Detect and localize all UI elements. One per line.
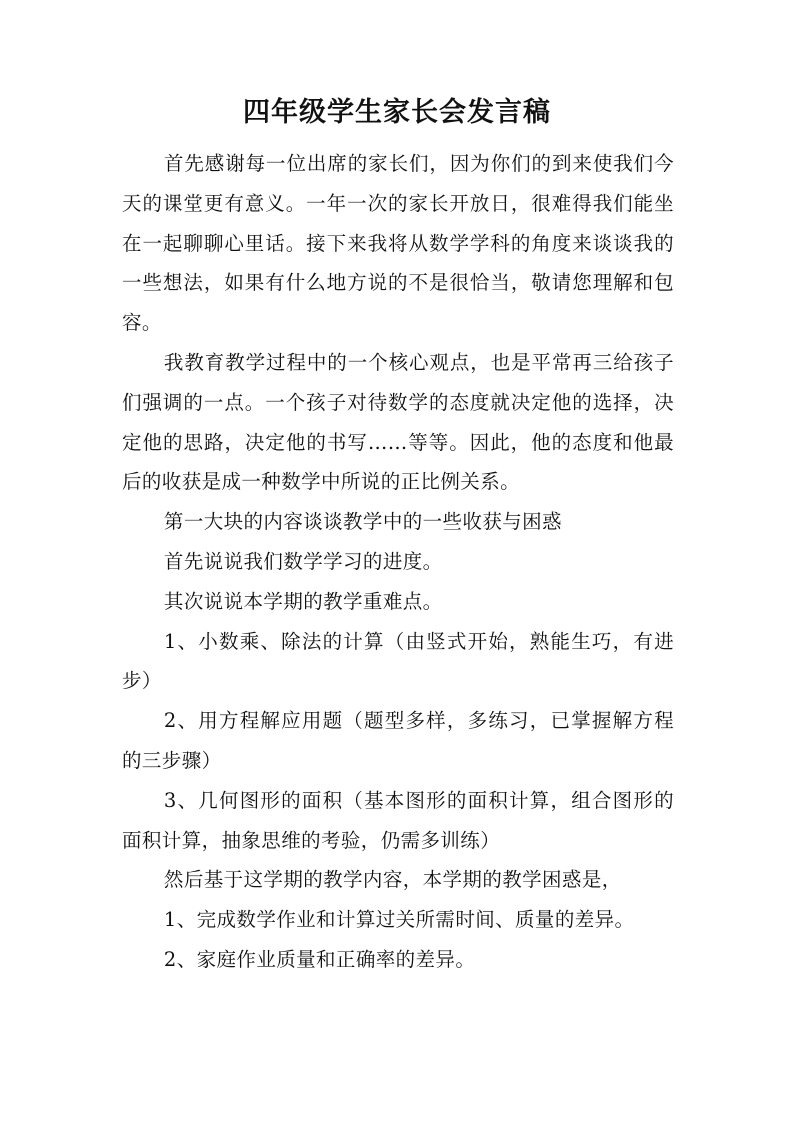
list-item-geometry-area: 3、几何图形的面积（基本图形的面积计算，组合图形的面积计算，抽象思维的考验，仍需多训练） [122, 788, 674, 852]
paragraph-core-view: 我教育教学过程中的一个核心观点，也是平常再三给孩子们强调的一点。一个孩子对待数学的态度就决定他的选择，决定他的思路，决定他的书写……等等。因此，他的态度和他最后的收获是成一种数学中所说的正比例关系。 [122, 350, 674, 494]
paragraph-confusion-intro: 然后基于这学期的教学内容，本学期的教学困惑是， [163, 868, 622, 892]
paragraph-progress: 首先说说我们数学学习的进度。 [163, 549, 443, 573]
list-item-homework-quality: 2、家庭作业质量和正确率的差异。 [163, 947, 476, 971]
document-title: 四年级学生家长会发言稿 [243, 97, 551, 128]
list-item-equations: 2、用方程解应用题（题型多样，多练习，已掌握解方程的三步骤） [122, 709, 674, 772]
paragraph-intro: 首先感谢每一位出席的家长们，因为你们的到来使我们今天的课堂更有意义。一年一次的家长开放日，很难得我们能坐在一起聊聊心里话。接下来我将从数学学科的角度来谈谈我的一些想法，如果有什么地方说的不是很恰当，敬请您理解和包容。 [122, 152, 674, 335]
paragraph-key-points: 其次说说本学期的教学重难点。 [163, 589, 443, 613]
paragraph-section-heading: 第一大块的内容谈谈教学中的一些收获与困惑 [163, 510, 562, 534]
list-item-decimal-calc: 1、小数乘、除法的计算（由竖式开始，熟能生巧，有进步） [122, 629, 674, 693]
list-item-homework-time: 1、完成数学作业和计算过关所需时间、质量的差异。 [163, 908, 635, 932]
document-body [122, 144, 674, 980]
